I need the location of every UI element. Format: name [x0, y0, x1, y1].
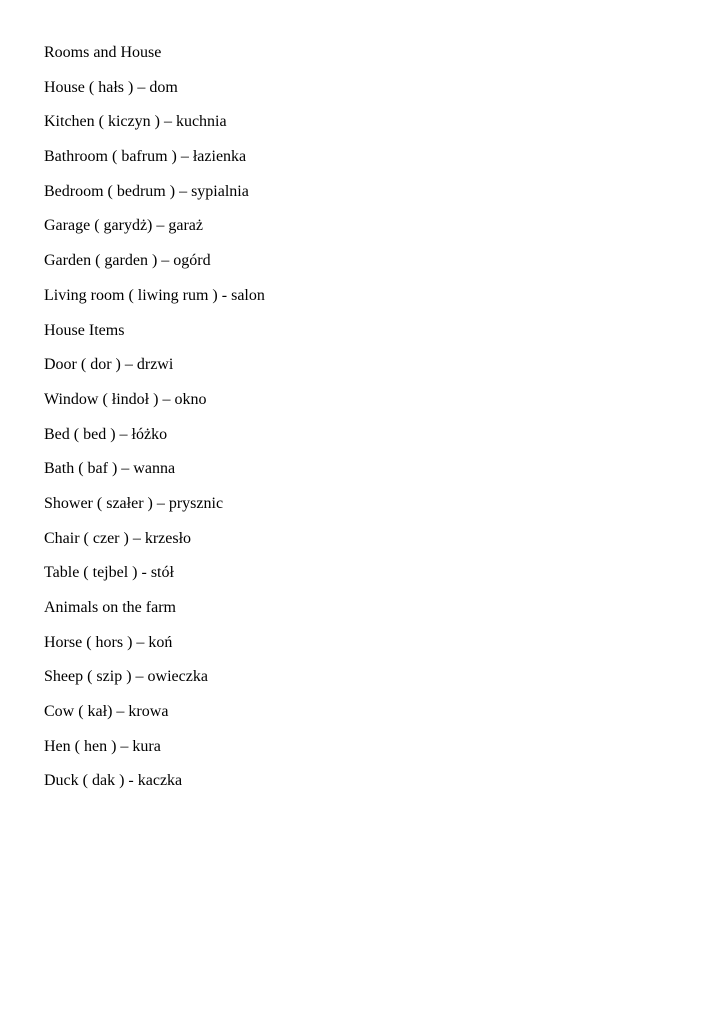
- vocab-entry-kitchen: Kitchen ( kiczyn ) – kuchnia: [44, 113, 227, 131]
- vocab-entry-cow: Cow ( kał) – krowa: [44, 703, 169, 721]
- vocab-entry-duck: Duck ( dak ) - kaczka: [44, 772, 183, 790]
- vocabulary-list: [44, 42, 265, 805]
- vocab-entry-bed: Bed ( bed ) – łóżko: [44, 425, 168, 443]
- vocab-entry-shower: Shower ( szałer ) – prysznic: [44, 494, 224, 512]
- vocab-entry-bathroom: Bathroom ( bafrum ) – łazienka: [44, 148, 247, 166]
- vocab-entry-house: House ( hałs ) – dom: [44, 78, 178, 96]
- section-heading-house-items: House Items: [44, 321, 125, 339]
- vocab-entry-hen: Hen ( hen ) – kura: [44, 737, 161, 755]
- section-heading-animals-on-the-farm: Animals on the farm: [44, 599, 176, 616]
- section-heading-rooms-and-house: Rooms and House: [44, 44, 162, 61]
- vocab-entry-sheep: Sheep ( szip ) – owieczka: [44, 668, 208, 686]
- vocab-entry-living-room: Living room ( liwing rum ) - salon: [44, 286, 265, 304]
- vocab-entry-window: Window ( łindoł ) – okno: [44, 390, 207, 408]
- vocab-entry-horse: Horse ( hors ) – koń: [44, 633, 173, 651]
- vocab-entry-bedroom: Bedroom ( bedrum ) – sypialnia: [44, 182, 249, 200]
- vocab-entry-garden: Garden ( garden ) – ogórd: [44, 252, 211, 270]
- vocab-entry-chair: Chair ( czer ) – krzesło: [44, 529, 192, 547]
- vocab-entry-door: Door ( dor ) – drzwi: [44, 356, 174, 374]
- vocab-entry-table: Table ( tejbel ) - stół: [44, 564, 174, 582]
- vocab-entry-garage: Garage ( garydż) – garaż: [44, 217, 204, 235]
- vocab-entry-bath: Bath ( baf ) – wanna: [44, 460, 176, 478]
